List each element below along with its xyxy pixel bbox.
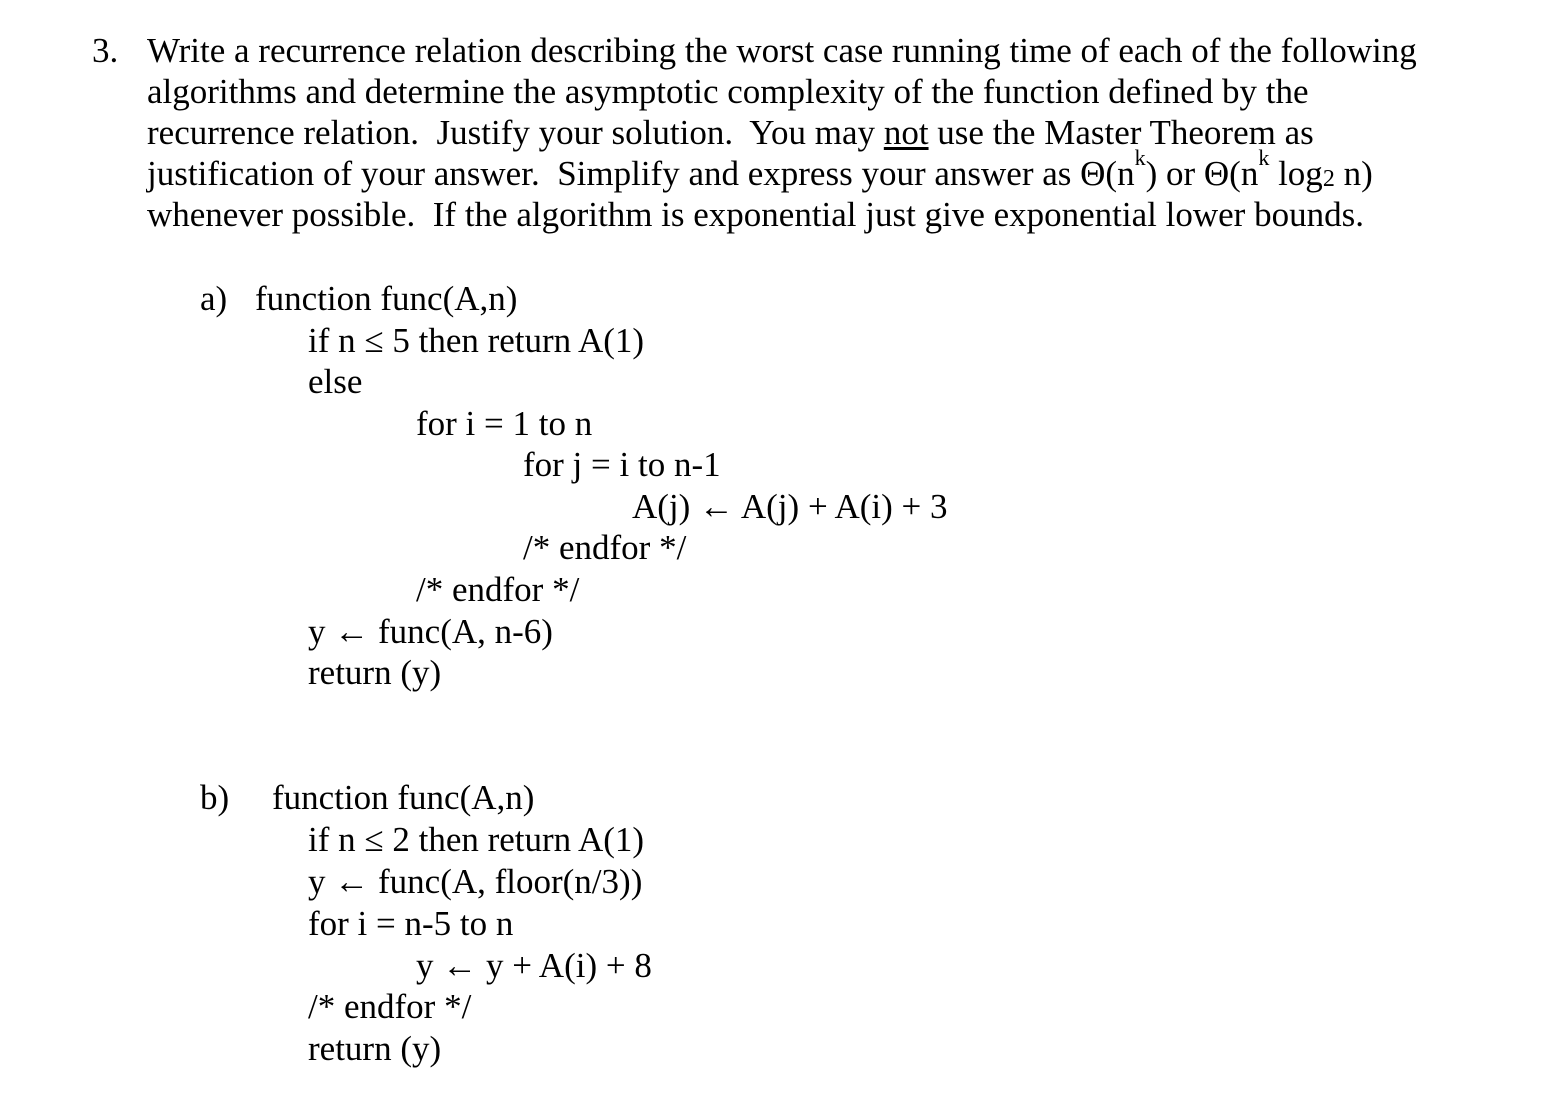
- part-b-for: for i = n-5 to n: [308, 904, 514, 943]
- part-a-label: a): [200, 279, 228, 318]
- part-b-return: return (y): [308, 1029, 442, 1068]
- part-a-inner-endfor: /* endfor */: [523, 528, 687, 567]
- part-a-if-line: if n ≤ 5 then return A(1): [308, 321, 645, 360]
- question-line-2: algorithms and determine the asymptotic complexity of the function defined by the: [147, 72, 1309, 111]
- exponent-k-1: k: [1134, 145, 1146, 171]
- part-a-outer-endfor: /* endfor */: [416, 570, 580, 609]
- emphasis-not: not: [883, 113, 929, 152]
- part-a-function-header: function func(A,n): [255, 279, 518, 318]
- part-a-recursive-call: y ← func(A, n-6): [308, 612, 553, 651]
- question-line-1: Write a recurrence relation describing the worst case running time of each of the following: [147, 31, 1417, 70]
- part-a-inner-for: for j = i to n-1: [523, 445, 721, 484]
- question-line-5: whenever possible. If the algorithm is exponential just give exponential lower bounds.: [147, 195, 1364, 234]
- question-line-3-end: use the Master Theorem as: [928, 113, 1314, 152]
- part-b-recursive-call: y ← func(A, floor(n/3)): [308, 862, 643, 901]
- log-base: 2: [1322, 166, 1335, 193]
- log-text: log: [1269, 154, 1323, 193]
- part-a-else-line: else: [308, 362, 363, 401]
- part-b-function-header: function func(A,n): [272, 778, 535, 817]
- part-b-assignment: y ← y + A(i) + 8: [416, 946, 652, 985]
- part-b-if-line: if n ≤ 2 then return A(1): [308, 820, 645, 859]
- exponent-k-2: k: [1258, 145, 1270, 171]
- question-number: 3.: [92, 31, 119, 70]
- part-b-label: b): [200, 778, 230, 817]
- question-line-3-start: recurrence relation. Justify your solution. You may: [147, 113, 884, 152]
- question-line-4-start: justification of your answer. Simplify and express your answer as Θ(n: [147, 154, 1135, 193]
- question-line-4-end: n): [1334, 154, 1373, 193]
- part-a-outer-for: for i = 1 to n: [416, 404, 593, 443]
- part-a-return: return (y): [308, 653, 442, 692]
- question-line-4: [147, 145, 1373, 195]
- part-a-assignment: A(j) ← A(j) + A(i) + 3: [632, 487, 948, 526]
- part-b-endfor: /* endfor */: [308, 987, 472, 1026]
- question-line-4-mid: ) or Θ(n: [1145, 154, 1259, 193]
